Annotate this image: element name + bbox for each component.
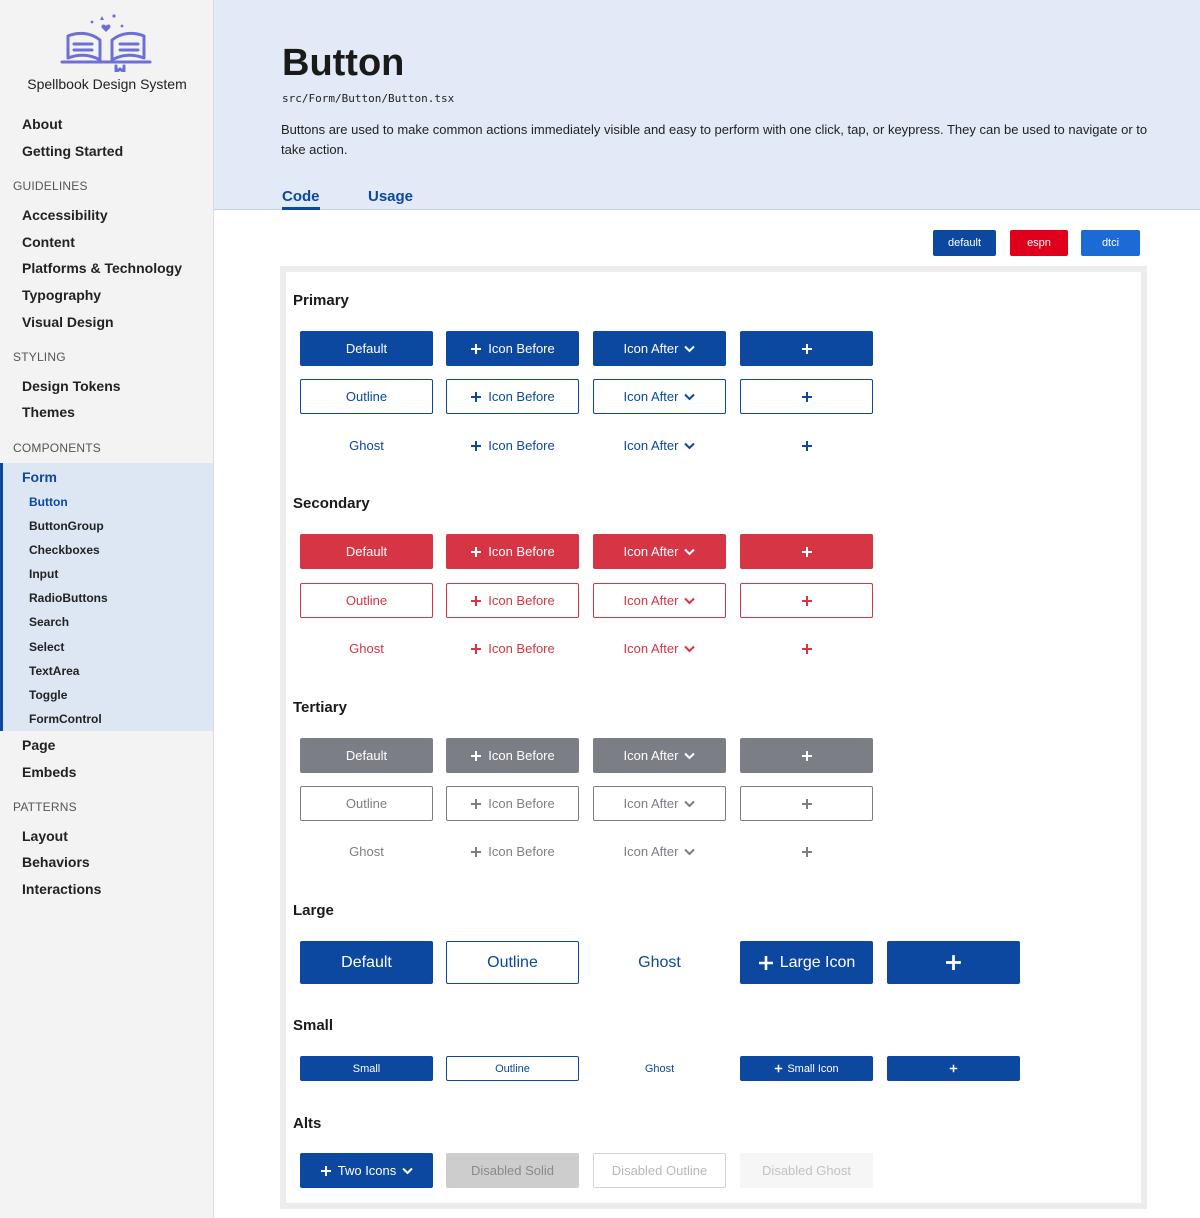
button-label: Large Icon [779, 953, 856, 971]
primary-outline-icon-before-button[interactable] [446, 379, 579, 414]
tertiary-outline-icon-after-button[interactable] [593, 786, 726, 821]
secondary-outline-icon-only-button[interactable] [740, 583, 873, 618]
plus-icon [470, 798, 482, 810]
disabled-outline-button [593, 1153, 726, 1188]
tertiary-outline-icon-only-button[interactable] [740, 786, 873, 821]
nav-behaviors[interactable]: Behaviors [22, 854, 90, 870]
brand-name: Spellbook Design System [27, 76, 187, 92]
nav-select[interactable]: Select [29, 640, 65, 654]
secondary-outline-icon-after-button[interactable] [593, 583, 726, 618]
chevron-down-icon [684, 548, 695, 556]
nav-about[interactable]: About [22, 116, 63, 132]
nav-input[interactable]: Input [29, 567, 59, 581]
nav-form[interactable]: Form [22, 469, 57, 485]
plus-icon [801, 440, 813, 452]
button-label: Disabled Solid [470, 1163, 555, 1178]
primary-ghost-icon-only-button[interactable] [740, 428, 873, 463]
nav-interactions[interactable]: Interactions [22, 881, 102, 897]
tertiary-ghost-icon-after-button[interactable] [593, 834, 726, 869]
plus-icon [801, 643, 813, 655]
small-default-button[interactable] [300, 1056, 433, 1081]
plus-icon [470, 595, 482, 607]
primary-icon-only-button[interactable] [740, 331, 873, 366]
tertiary-ghost-button[interactable] [300, 834, 433, 869]
theme-dtci-button[interactable]: dtci [1081, 230, 1140, 256]
plus-icon [801, 343, 813, 355]
button-label: Outline [345, 389, 388, 404]
large-default-button[interactable] [300, 941, 433, 984]
nav-formcontrol[interactable]: FormControl [29, 712, 102, 726]
button-label: Small Icon [787, 1062, 839, 1075]
section-guidelines: GUIDELINES [13, 179, 88, 193]
button-label: Icon Before [488, 748, 555, 763]
section-primary: Primary [293, 292, 349, 309]
source-path: src/Form/Button/Button.tsx [282, 92, 455, 105]
button-label: Ghost [349, 844, 384, 859]
tab-code[interactable]: Code [282, 188, 320, 210]
plus-icon [801, 798, 813, 810]
button-label: Icon After [623, 641, 679, 656]
button-label: Outline [487, 953, 538, 971]
button-label: Icon After [623, 438, 679, 453]
chevron-down-icon [684, 597, 695, 605]
button-label: Default [341, 953, 392, 971]
button-label: Icon After [623, 544, 679, 559]
button-label: Disabled Ghost [762, 1163, 851, 1178]
plus-icon [801, 391, 813, 403]
disabled-ghost-button [740, 1153, 873, 1188]
nav-radiobuttons[interactable]: RadioButtons [29, 591, 108, 605]
small-outline-button[interactable] [446, 1056, 579, 1081]
large-icon-only-button[interactable] [887, 941, 1020, 984]
nav-accessibility[interactable]: Accessibility [22, 207, 108, 223]
plus-icon [945, 954, 962, 971]
tertiary-icon-only-button[interactable] [740, 738, 873, 773]
button-label: Default [345, 748, 388, 763]
button-label: Default [345, 544, 388, 559]
plus-icon [801, 750, 813, 762]
nav-buttongroup[interactable]: ButtonGroup [29, 519, 104, 533]
nav-content[interactable]: Content [22, 234, 75, 250]
plus-icon [801, 846, 813, 858]
page-description: Buttons are used to make common actions immediately visible and easy to perform with one click, tap, or keypress. They can be used to navigate or to take action. [281, 122, 1148, 157]
tertiary-icon-after-button[interactable] [593, 738, 726, 773]
plus-icon [470, 750, 482, 762]
tertiary-outline-button[interactable] [300, 786, 433, 821]
chevron-down-icon [684, 752, 695, 760]
chevron-down-icon [684, 645, 695, 653]
button-label: Icon Before [488, 641, 555, 656]
button-label: Ghost [349, 641, 384, 656]
tertiary-default-button[interactable] [300, 738, 433, 773]
nav-platforms-technology[interactable]: Platforms & Technology [22, 260, 182, 276]
button-label: Disabled Outline [611, 1163, 708, 1178]
chevron-down-icon [684, 442, 695, 450]
chevron-down-icon [684, 393, 695, 401]
theme-default-button[interactable]: default [933, 230, 996, 256]
section-secondary: Secondary [293, 495, 370, 512]
secondary-ghost-icon-only-button[interactable] [740, 631, 873, 666]
button-label: Small [352, 1062, 381, 1075]
nav-textarea[interactable]: TextArea [29, 664, 80, 678]
tertiary-ghost-icon-only-button[interactable] [740, 834, 873, 869]
chevron-down-icon [402, 1167, 413, 1175]
button-label: Two Icons [337, 1163, 397, 1178]
chevron-down-icon [684, 800, 695, 808]
button-label: Ghost [638, 953, 681, 971]
nav-design-tokens[interactable]: Design Tokens [22, 378, 121, 394]
theme-espn-button[interactable]: espn [1010, 230, 1068, 256]
small-icon-only-button[interactable] [887, 1056, 1020, 1081]
nav-checkboxes[interactable]: Checkboxes [29, 543, 100, 557]
section-small: Small [293, 1017, 334, 1034]
tertiary-ghost-icon-before-button[interactable] [446, 834, 579, 869]
page-title: Button [282, 42, 405, 84]
secondary-ghost-button[interactable] [300, 631, 433, 666]
nav-page[interactable]: Page [22, 737, 56, 753]
form-group [0, 463, 213, 731]
secondary-outline-button[interactable] [300, 583, 433, 618]
secondary-ghost-icon-before-button[interactable] [446, 631, 579, 666]
primary-default-button[interactable] [300, 331, 433, 366]
page-header [214, 0, 1200, 210]
plus-icon [470, 846, 482, 858]
plus-icon [320, 1165, 332, 1177]
plus-icon [470, 440, 482, 452]
button-label: Ghost [644, 1062, 675, 1075]
section-components: COMPONENTS [13, 441, 102, 455]
tertiary-outline-icon-before-button[interactable] [446, 786, 579, 821]
primary-icon-before-button[interactable] [446, 331, 579, 366]
button-label: Outline [345, 593, 388, 608]
button-label: Icon After [623, 796, 679, 811]
plus-icon [470, 546, 482, 558]
primary-outline-button[interactable] [300, 379, 433, 414]
nav-visual-design[interactable]: Visual Design [22, 314, 114, 330]
secondary-icon-only-button[interactable] [740, 534, 873, 569]
secondary-ghost-icon-after-button[interactable] [593, 631, 726, 666]
button-label: Icon Before [488, 438, 555, 453]
nav-layout[interactable]: Layout [22, 828, 68, 844]
nav-themes[interactable]: Themes [22, 404, 75, 420]
book-logo-icon [56, 12, 156, 72]
plus-icon [801, 546, 813, 558]
section-tertiary: Tertiary [293, 699, 347, 716]
secondary-outline-icon-before-button[interactable] [446, 583, 579, 618]
secondary-default-button[interactable] [300, 534, 433, 569]
small-ghost-button[interactable] [593, 1056, 726, 1081]
button-label: Icon Before [488, 796, 555, 811]
plus-icon [758, 955, 774, 971]
chevron-down-icon [684, 848, 695, 856]
plus-icon [801, 595, 813, 607]
plus-icon [470, 343, 482, 355]
nav-getting-started[interactable]: Getting Started [22, 143, 124, 159]
section-alts: Alts [293, 1115, 322, 1132]
primary-ghost-icon-before-button[interactable] [446, 428, 579, 463]
secondary-icon-after-button[interactable] [593, 534, 726, 569]
small-icon-button[interactable] [740, 1056, 873, 1081]
plus-icon [470, 391, 482, 403]
two-icons-button[interactable] [300, 1153, 433, 1188]
tertiary-icon-before-button[interactable] [446, 738, 579, 773]
disabled-solid-button [446, 1153, 579, 1188]
tab-usage[interactable]: Usage [368, 188, 414, 205]
button-label: Ghost [349, 438, 384, 453]
button-label: Outline [495, 1062, 530, 1075]
button-label: Icon Before [488, 341, 555, 356]
primary-outline-icon-after-button[interactable] [593, 379, 726, 414]
nav-typography[interactable]: Typography [22, 287, 102, 303]
button-label: Icon After [623, 389, 679, 404]
button-label: Icon Before [488, 593, 555, 608]
secondary-icon-before-button[interactable] [446, 534, 579, 569]
button-label: Icon Before [488, 544, 555, 559]
section-styling: STYLING [13, 350, 66, 364]
large-icon-button[interactable] [740, 941, 873, 984]
sidebar [0, 0, 214, 1218]
primary-ghost-button[interactable] [300, 428, 433, 463]
large-outline-button[interactable] [446, 941, 579, 984]
chevron-down-icon [684, 345, 695, 353]
plus-icon [470, 643, 482, 655]
button-label: Icon After [623, 341, 679, 356]
button-label: Outline [345, 796, 388, 811]
section-large: Large [293, 902, 334, 919]
button-label: Icon After [623, 844, 679, 859]
button-label: Icon After [623, 748, 679, 763]
primary-ghost-icon-after-button[interactable] [593, 428, 726, 463]
nav-embeds[interactable]: Embeds [22, 764, 77, 780]
plus-icon [774, 1064, 783, 1073]
nav-button[interactable]: Button [29, 495, 68, 509]
button-label: Icon Before [488, 844, 555, 859]
plus-icon [949, 1064, 958, 1073]
primary-icon-after-button[interactable] [593, 331, 726, 366]
nav-toggle[interactable]: Toggle [29, 688, 68, 702]
primary-outline-icon-only-button[interactable] [740, 379, 873, 414]
button-label: Icon After [623, 593, 679, 608]
nav-search[interactable]: Search [29, 615, 70, 629]
button-label: Default [345, 341, 388, 356]
button-label: Icon Before [488, 389, 555, 404]
large-ghost-button[interactable] [593, 941, 726, 984]
section-patterns: PATTERNS [13, 800, 77, 814]
